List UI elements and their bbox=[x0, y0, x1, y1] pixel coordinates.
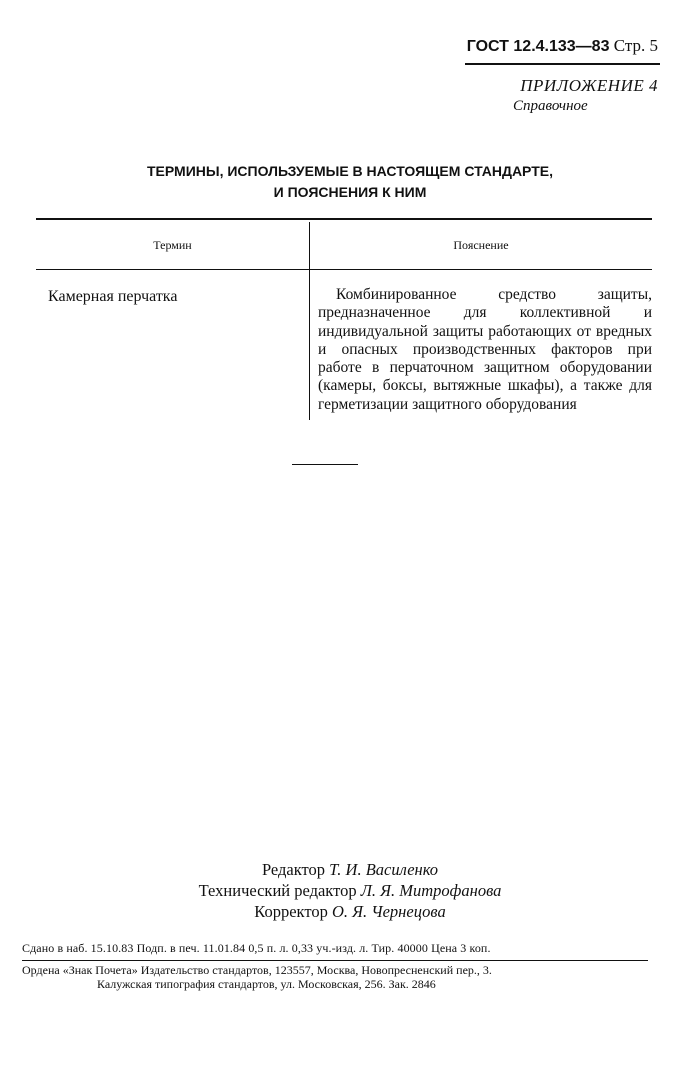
tech-editor-line bbox=[100, 881, 600, 901]
print-info: Сдано в наб. 15.10.83 Подп. в печ. 11.01.84 0,5 п. л. 0,33 уч.-изд. л. Тир. 40000 Цена 3 коп. bbox=[22, 941, 491, 955]
corrector-line bbox=[100, 902, 600, 922]
corrector-role: Корректор bbox=[254, 902, 328, 921]
section-title-line2: И ПОЯСНЕНИЯ К НИМ bbox=[273, 184, 427, 200]
corrector-name: О. Я. Чернецова bbox=[331, 902, 446, 921]
table-header-rule bbox=[36, 269, 652, 270]
appendix-subtitle: Справочное bbox=[513, 98, 588, 114]
imprint-rule bbox=[22, 960, 648, 961]
section-title-line1: ТЕРМИНЫ, ИСПОЛЬЗУЕМЫЕ В НАСТОЯЩЕМ СТАНДАРТЕ, bbox=[147, 163, 553, 179]
editor-role: Редактор bbox=[261, 860, 326, 879]
table-row-explanation: Комбинированное средство защиты, предназначенное для коллективной и индивидуальной защиты работающих от вредных и опасных производственных факторов при работе в перчаточном защитном оборудовании (камеры, боксы, вытяжные шкафы), а также для герметизации защитного оборудования bbox=[318, 286, 652, 413]
table-column-divider bbox=[309, 222, 310, 420]
page-number: Стр. 5 bbox=[613, 36, 658, 55]
appendix-title: ПРИЛОЖЕНИЕ 4 bbox=[520, 76, 658, 95]
header-underline bbox=[465, 63, 660, 65]
editor-line bbox=[100, 860, 600, 880]
end-rule bbox=[292, 464, 358, 465]
tech-editor-name: Л. Я. Митрофанова bbox=[360, 881, 502, 900]
page-header bbox=[467, 36, 658, 56]
column-header-explanation: Пояснение bbox=[453, 238, 509, 252]
publisher-line1: Ордена «Знак Почета» Издательство стандартов, 123557, Москва, Новопресненский пер., 3. bbox=[22, 963, 492, 977]
column-header-term: Термин bbox=[153, 238, 192, 252]
publisher-line2: Калужская типография стандартов, ул. Московская, 256. Зак. 2846 bbox=[97, 977, 436, 991]
tech-editor-role: Технический редактор bbox=[198, 881, 357, 900]
table-top-rule bbox=[36, 218, 652, 220]
editor-name: Т. И. Василенко bbox=[329, 860, 439, 879]
standard-number: ГОСТ 12.4.133—83 bbox=[466, 38, 610, 55]
table-row-term: Камерная перчатка bbox=[48, 288, 178, 305]
publisher-info bbox=[22, 963, 650, 991]
